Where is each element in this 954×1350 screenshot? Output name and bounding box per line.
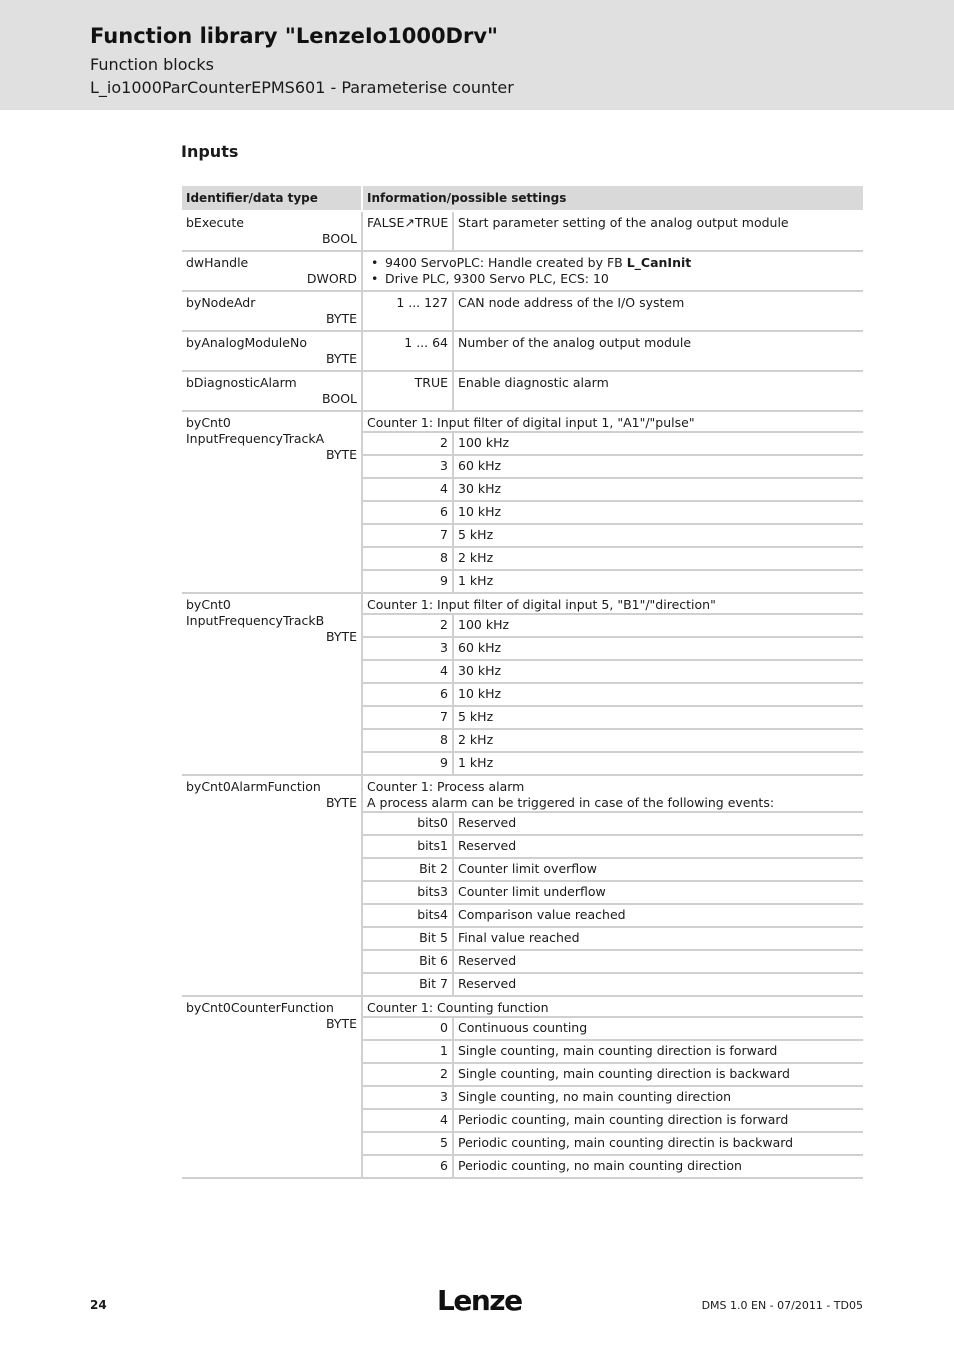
option-description: 2 kHz (454, 548, 863, 571)
table-row (182, 594, 863, 615)
table-row (182, 372, 863, 412)
page-title: Function library "LenzeIo1000Drv" (90, 24, 498, 48)
option-value: 5 (363, 1133, 454, 1156)
identifier-cell (182, 594, 363, 776)
group-info-text: Counter 1: Counting function (367, 1000, 549, 1015)
function-block-name: L_CanInit (626, 255, 692, 270)
identifier-name: InputFrequencyTrackA (186, 431, 325, 446)
column-header-identifier: Identifier/data type (182, 186, 363, 212)
option-description: Reserved (454, 836, 863, 859)
column-header-information: Information/possible settings (363, 186, 863, 212)
option-value: bits4 (363, 905, 454, 928)
option-description: 10 kHz (454, 502, 863, 525)
option-description: Single counting, main counting direction is backward (454, 1064, 863, 1087)
data-type: BOOL (322, 231, 357, 246)
option-value: Bit 5 (363, 928, 454, 951)
setting-value: 1 ... 127 (363, 292, 454, 332)
identifier-name: dwHandle (186, 255, 249, 270)
option-description: 100 kHz (454, 433, 863, 456)
identifier-name: InputFrequencyTrackB (186, 613, 325, 628)
option-value: 0 (363, 1018, 454, 1041)
option-description: Comparison value reached (454, 905, 863, 928)
setting-value: FALSE↗TRUE (363, 212, 454, 252)
group-info-cell (363, 997, 863, 1018)
page-subtitle-block: L_io1000ParCounterEPMS601 - Parameterise counter (90, 78, 514, 97)
table-row (182, 292, 863, 332)
identifier-name: bExecute (186, 215, 244, 230)
group-info-text: Counter 1: Input filter of digital input 5, "B1"/"direction" (367, 597, 716, 612)
identifier-cell (182, 997, 363, 1179)
option-description: 2 kHz (454, 730, 863, 753)
option-description: Reserved (454, 951, 863, 974)
identifier-name: byCnt0CounterFunction (186, 1000, 334, 1015)
option-value: 2 (363, 1064, 454, 1087)
group-info-text: Counter 1: Process alarm (367, 779, 525, 794)
data-type: BYTE (325, 1016, 357, 1031)
data-type: BYTE (325, 447, 357, 462)
identifier-cell (182, 292, 363, 332)
option-description: 60 kHz (454, 456, 863, 479)
option-description: Final value reached (454, 928, 863, 951)
option-value: 4 (363, 1110, 454, 1133)
bullet-item: • Drive PLC, 9300 Servo PLC, ECS: 10 (385, 271, 859, 287)
option-description: 10 kHz (454, 684, 863, 707)
data-type: BOOL (322, 391, 357, 406)
option-description: Periodic counting, main counting directin is backward (454, 1133, 863, 1156)
identifier-cell (182, 332, 363, 372)
option-value: Bit 2 (363, 859, 454, 882)
group-info-text: Counter 1: Input filter of digital input 1, "A1"/"pulse" (367, 415, 695, 430)
identifier-name: byCnt0 (186, 597, 231, 612)
option-value: 3 (363, 1087, 454, 1110)
option-value: 8 (363, 548, 454, 571)
identifier-name: bDiagnosticAlarm (186, 375, 297, 390)
option-value: 2 (363, 433, 454, 456)
option-description: 100 kHz (454, 615, 863, 638)
table-row (182, 776, 863, 813)
group-info-text: A process alarm can be triggered in case of the following events: (367, 795, 775, 810)
option-description: Counter limit overflow (454, 859, 863, 882)
identifier-cell (182, 412, 363, 594)
option-value: 7 (363, 707, 454, 730)
option-value: 2 (363, 615, 454, 638)
option-value: bits3 (363, 882, 454, 905)
setting-value: TRUE (363, 372, 454, 412)
identifier-name: byAnalogModuleNo (186, 335, 307, 350)
identifier-name: byCnt0AlarmFunction (186, 779, 321, 794)
table-row (182, 412, 863, 433)
identifier-cell (182, 212, 363, 252)
option-description: 30 kHz (454, 661, 863, 684)
data-type: BYTE (325, 351, 357, 366)
option-value: 1 (363, 1041, 454, 1064)
option-description: 1 kHz (454, 753, 863, 776)
identifier-name: byNodeAdr (186, 295, 256, 310)
option-value: 7 (363, 525, 454, 548)
bullet-item: • 9400 ServoPLC: Handle created by FB L_CanInit (385, 255, 859, 271)
document-info: DMS 1.0 EN - 07/2011 - TD05 (701, 1299, 863, 1312)
data-type: BYTE (325, 629, 357, 644)
group-info-cell (363, 594, 863, 615)
info-cell (363, 252, 863, 292)
setting-description: CAN node address of the I/O system (454, 292, 863, 332)
option-description: Single counting, no main counting direction (454, 1087, 863, 1110)
option-description: Periodic counting, main counting direction is forward (454, 1110, 863, 1133)
table-row (182, 212, 863, 252)
setting-description: Start parameter setting of the analog output module (454, 212, 863, 252)
option-description: 60 kHz (454, 638, 863, 661)
section-title: Inputs (181, 142, 239, 161)
option-value: Bit 7 (363, 974, 454, 997)
page-subtitle-chapter: Function blocks (90, 55, 214, 74)
identifier-cell (182, 252, 363, 292)
option-value: 9 (363, 753, 454, 776)
option-description: Continuous counting (454, 1018, 863, 1041)
identifier-cell (182, 372, 363, 412)
option-value: 3 (363, 638, 454, 661)
identifier-cell (182, 776, 363, 997)
option-value: 8 (363, 730, 454, 753)
option-value: bits1 (363, 836, 454, 859)
setting-description: Number of the analog output module (454, 332, 863, 372)
option-value: 4 (363, 479, 454, 502)
group-info-cell (363, 776, 863, 813)
table-header-row (182, 186, 863, 212)
table-row (182, 252, 863, 292)
option-description: 1 kHz (454, 571, 863, 594)
option-description: 5 kHz (454, 525, 863, 548)
option-description: Periodic counting, no main counting direction (454, 1156, 863, 1179)
option-value: 4 (363, 661, 454, 684)
option-description: Single counting, main counting direction is forward (454, 1041, 863, 1064)
page-header (0, 0, 954, 110)
setting-value: 1 ... 64 (363, 332, 454, 372)
inputs-table (182, 186, 863, 1179)
identifier-name: byCnt0 (186, 415, 231, 430)
option-value: Bit 6 (363, 951, 454, 974)
option-value: 6 (363, 684, 454, 707)
page-number: 24 (90, 1298, 107, 1312)
option-description: Counter limit underflow (454, 882, 863, 905)
option-value: 3 (363, 456, 454, 479)
table-row (182, 332, 863, 372)
data-type: DWORD (306, 271, 357, 286)
data-type: BYTE (325, 795, 357, 810)
setting-description: Enable diagnostic alarm (454, 372, 863, 412)
option-value: 6 (363, 502, 454, 525)
option-value: bits0 (363, 813, 454, 836)
option-description: 30 kHz (454, 479, 863, 502)
table-row (182, 997, 863, 1018)
option-description: 5 kHz (454, 707, 863, 730)
option-description: Reserved (454, 974, 863, 997)
option-value: 9 (363, 571, 454, 594)
data-type: BYTE (325, 311, 357, 326)
group-info-cell (363, 412, 863, 433)
option-description: Reserved (454, 813, 863, 836)
option-value: 6 (363, 1156, 454, 1179)
lenze-logo: Lenze (437, 1284, 522, 1317)
bullet-list (367, 255, 859, 287)
